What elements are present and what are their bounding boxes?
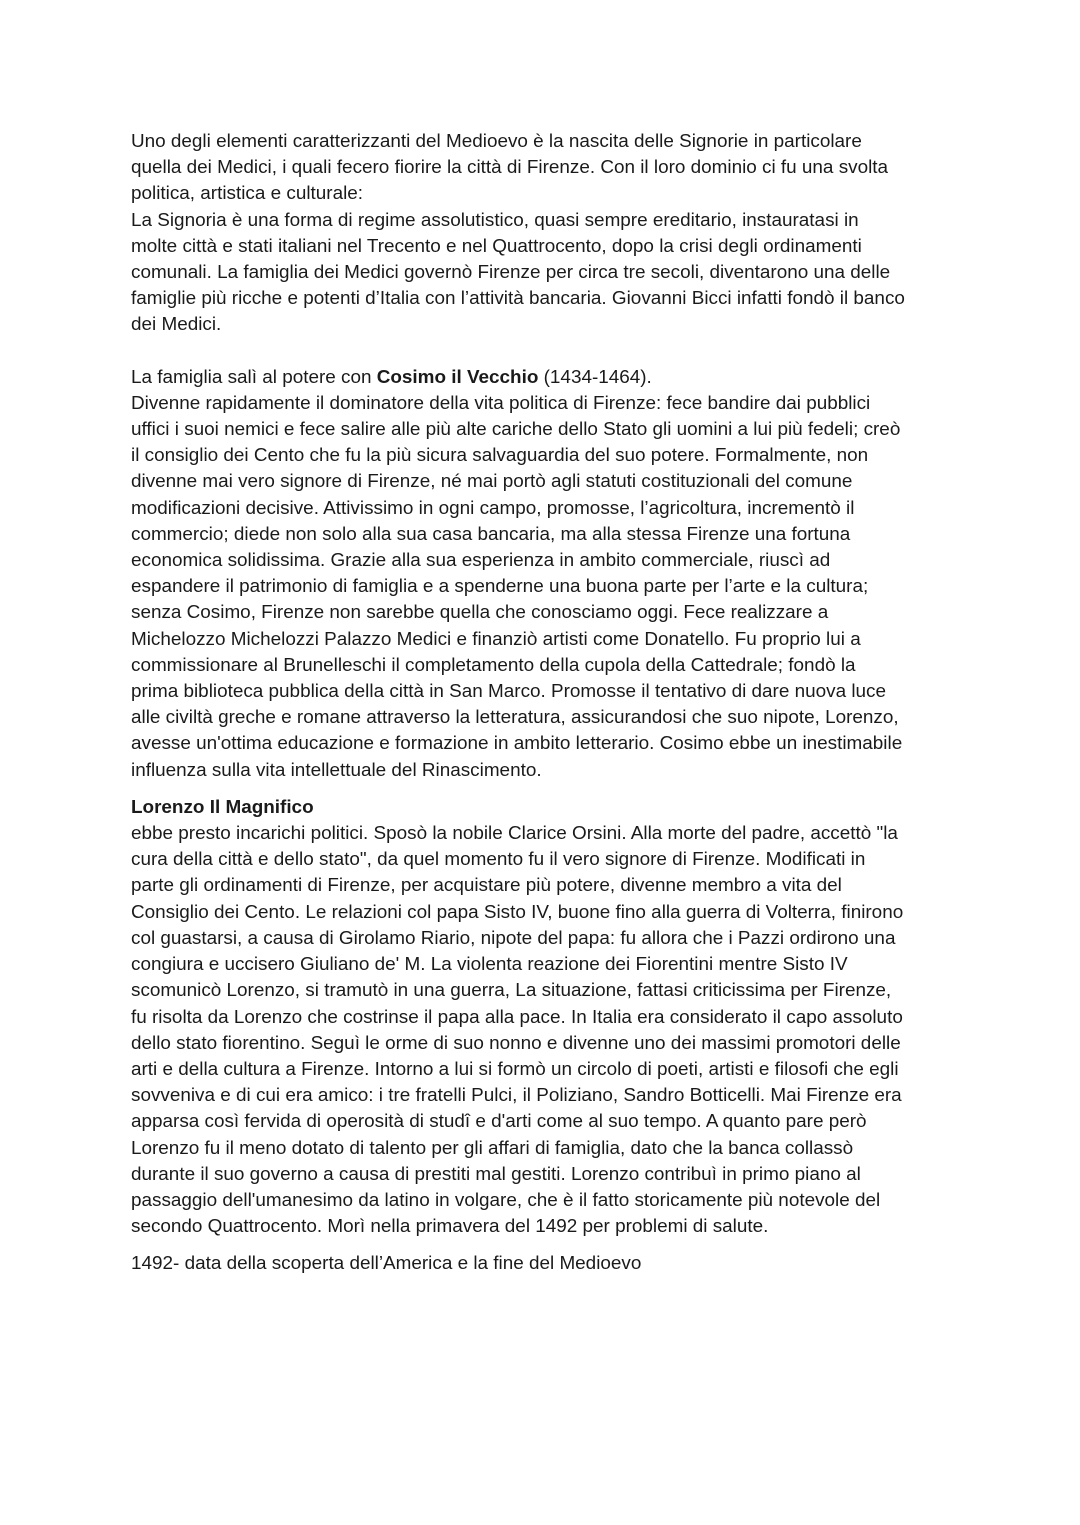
intro-paragraph: Uno degli elementi caratterizzanti del Medioevo è la nascita delle Signorie in particolare quella dei Medici, i quali fecero fiorire la città di Firenze. Con il loro dominio ci fu una svolta politica, artistica e culturale: La Signoria è una forma di regime assolutistico, quasi sempre ereditario, instauratasi in molte città e stati italiani nel Trecento e nel Quattrocento, dopo la crisi degli ordinamenti comunali. La famiglia dei Medici governò Firenze per circa tre secoli, diventarono una delle famiglie più ricche e potenti d’Italia con l’attività bancaria. Giovanni Bicci infatti fondò il banco dei Medici. (131, 131, 905, 336)
cosimo-lead-after: (1434-1464). (538, 366, 652, 388)
document-page (131, 129, 961, 1278)
paragraph-spacer (131, 339, 961, 365)
cosimo-name: Cosimo il Vecchio (376, 366, 539, 388)
lorenzo-paragraph: ebbe presto incarichi politici. Sposò la nobile Clarice Orsini. Alla morte del padre, accettò "la cura della città e dello stato", da quel momento fu il vero signore di Firenze. Modificati in parte gli ordinamenti di Firenze, per acquistare più potere, divenne membro a vita del Consiglio dei Cento. Le relazioni col papa Sisto IV, buone fino alla guerra di Volterra, finirono col guastarsi, a causa di Girolamo Riario, nipote del papa: fu allora che i Pazzi ordirono una congiura e uccisero Giuliano de' M. La violenta reazione dei Fiorentini mentre Sisto IV scomunicò Lorenzo, si tramutò in una guerra, La situazione, fattasi criticissima per Firenze, fu risolta da Lorenzo che costrinse il papa alla pace. In Italia era considerato il capo assoluto dello stato fiorentino. Seguì le orme di suo nonno e divenne uno dei massimi promotori delle arti e della cultura a Firenze. Intorno a lui si formò un circolo di poeti, artisti e filosofi che egli sovveniva e di cui era amico: i tre fratelli Pulci, il Poliziano, Sandro Botticelli. Mai Firenze era apparsa così fervida di operosità di studî e d'arti come al suo tempo. A quanto pare però Lorenzo fu il meno dotato di talento per gli affari di famiglia, dato che la banca collassò durante il suo governo a causa di prestiti mal gestiti. Lorenzo contribuì in primo piano al passaggio dell'umanesimo da latino in volgare, che è il fatto storicamente più notevole del secondo Quattrocento. Morì nella primavera del 1492 per problemi di salute. (131, 823, 904, 1238)
lorenzo-heading: Lorenzo Il Magnifico (131, 796, 314, 818)
cosimo-lead-line (131, 365, 961, 391)
closing-note: 1492- data della scoperta dell’America e la fine del Medioevo (131, 1253, 642, 1275)
paragraph-spacer (131, 784, 961, 795)
cosimo-lead-before: La famiglia salì al potere con (131, 366, 377, 388)
paragraph-spacer (131, 1240, 961, 1251)
cosimo-paragraph: Divenne rapidamente il dominatore della vita politica di Firenze: fece bandire dai pubblici uffici i suoi nemici e fece salire alle più alte cariche dello Stato gli uomini a lui più fedeli; creò il consiglio dei Cento che fu la più sicura salvaguardia del suo potere. Formalmente, non divenne mai vero signore di Firenze, né mai portò agli statuti costituzionali del comune modificazioni decisive. Attivissimo in ogni campo, promosse, l’agricoltura, incrementò il commercio; diede non solo alla sua casa bancaria, ma alla stessa Firenze una fortuna economica solidissima. Grazie alla sua esperienza in ambito commerciale, riuscì ad espandere il patrimonio di famiglia e a spenderne una buona parte per l’arte e la cultura; senza Cosimo, Firenze non sarebbe quella che conosciamo oggi. Fece realizzare a Michelozzo Michelozzi Palazzo Medici e finanziò artisti come Donatello. Fu proprio lui a commissionare al Brunelleschi il completamento della cupola della Cattedrale; fondò la prima biblioteca pubblica della città in San Marco. Promosse il tentativo di dare nuova luce alle civiltà greche e romane attraverso la letteratura, assicurandosi che suo nipote, Lorenzo, avesse un'ottima educazione e formazione in ambito letterario. Cosimo ebbe un inestimabile influenza sulla vita intellettuale del Rinascimento. (131, 392, 903, 781)
